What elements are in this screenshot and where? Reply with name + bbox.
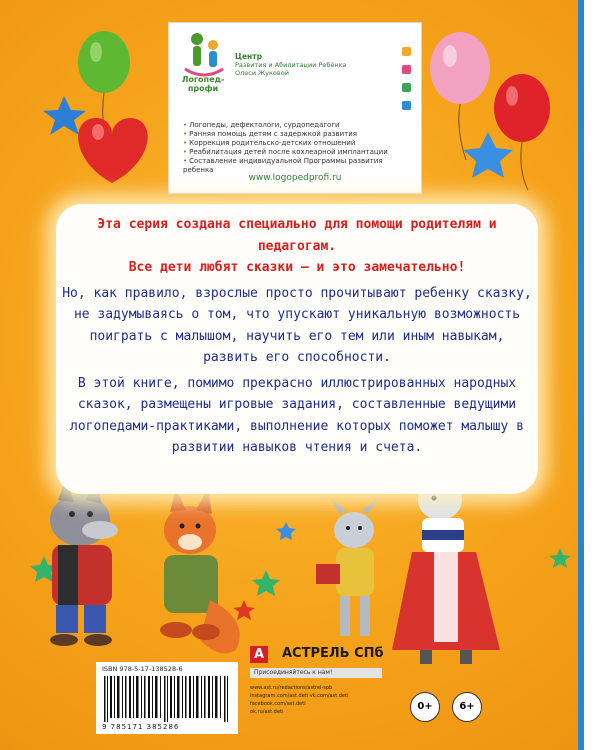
fox-illustration [160, 488, 240, 653]
age-rating-badge: 6+ [452, 692, 482, 722]
color-square-green [402, 83, 411, 92]
description-text [62, 214, 532, 459]
green-star-icon [252, 570, 280, 596]
center-title [235, 53, 347, 77]
isbn-label: ISBN 978-5-17-138528-6 [102, 665, 183, 673]
paragraph-2: В этой книге, помимо прекрасно иллюстрированных народных сказок, размещены игровые задания, составленные ведущими логопедами-практиками, выполнение которых поможет малышу в развитии навыков чтения и счета. [70, 375, 524, 455]
service-item: • Реабилитация детей после кохлеарной имплантации [183, 148, 415, 157]
color-square-orange [402, 47, 411, 56]
paragraph-1: Но, как правило, взрослые просто прочитывают ребенку сказку, не задумываясь о том, что упускают уникальную возможность поиграть с малышом, научить его тем или иным навыкам, развить его способности. [62, 285, 532, 365]
astrel-logo-icon: А [250, 646, 268, 663]
publisher-block [246, 640, 390, 734]
publisher-links [250, 684, 390, 716]
intro-line-2: Все дети любят сказки — и это замечательно! [128, 260, 466, 275]
pink-balloon-icon [430, 32, 490, 104]
blue-star-icon [276, 522, 296, 540]
center-title-line2: Развития и Абилитации Ребёнка [235, 61, 347, 69]
logo-card [168, 22, 422, 194]
service-item: • Ранняя помощь детям с задержкой развития [183, 130, 415, 139]
publisher-link[interactable]: facebook.com/ast.deti [250, 701, 306, 707]
green-balloon-icon [78, 31, 130, 93]
goat-kid-illustration [316, 498, 378, 636]
logo-wordmark: Логопед-профи [181, 75, 225, 93]
barcode-icon [102, 676, 232, 722]
blue-star-icon [463, 132, 513, 178]
red-heart-icon [78, 118, 148, 183]
color-square-blue [402, 101, 411, 110]
service-item: • Логопеды, дефектологи, сурдопедагоги [183, 121, 415, 130]
red-star-icon [233, 600, 255, 620]
barcode-number: 9 785171 385286 [102, 723, 180, 731]
services-list [183, 121, 415, 175]
red-balloon-icon [494, 74, 550, 142]
color-square-pink [402, 65, 411, 74]
center-title-line1: Центр [235, 52, 262, 61]
service-item: • Коррекция родительско-детских отношений [183, 139, 415, 148]
isbn-barcode-box [96, 662, 238, 734]
color-squares [402, 47, 411, 119]
service-item: • Составление индивидуальной Программы развития ребенка [183, 157, 415, 175]
intro-line: Эта серия создана специально для помощи родителям и педагогам. [97, 217, 497, 254]
publisher-link[interactable]: www.ast.ru/redactions/astrel-spb [250, 685, 333, 691]
publisher-name: АСТРЕЛЬ СПб [282, 646, 384, 661]
center-title-line3: Олеси Жуковой [235, 69, 289, 77]
join-us-text: Присоединяйтесь к нам! [250, 668, 382, 678]
age-rating-badge: 0+ [410, 692, 440, 722]
publisher-link[interactable]: instagram.com/ast.deti vk.com/ast.deti [250, 693, 349, 699]
wolf-illustration [50, 478, 118, 646]
green-star-icon [549, 548, 571, 568]
website-link[interactable]: www.logopedprofi.ru [248, 173, 342, 183]
publisher-link[interactable]: ok.ru/ast.deti [250, 709, 284, 715]
